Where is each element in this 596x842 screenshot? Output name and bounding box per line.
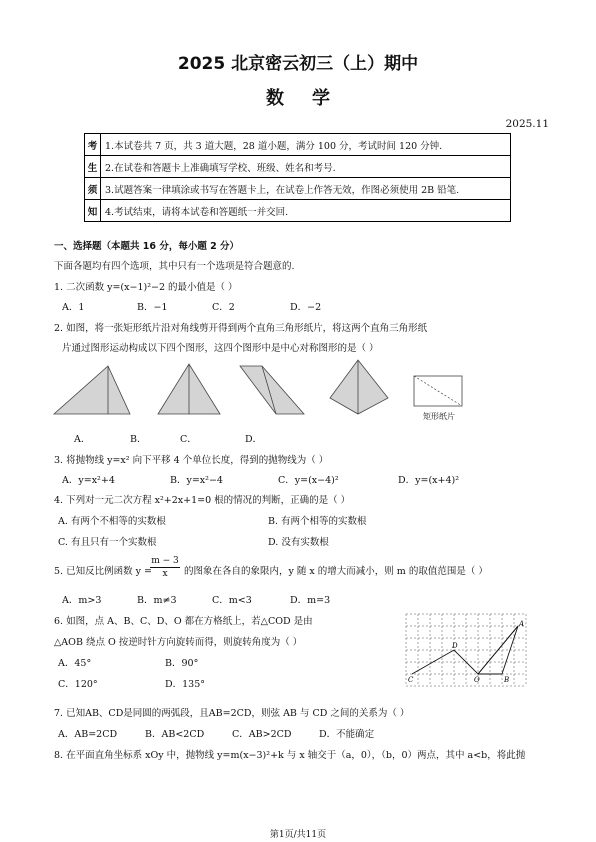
- question-6-line2: △AOB 绕点 O 按逆时针方向旋转而得，则旋转角度为（ ）: [54, 637, 303, 648]
- q5-option-a: A．m>3: [62, 595, 102, 606]
- notice-row: [85, 178, 511, 200]
- q1-option-d: D．−2: [290, 302, 322, 313]
- subject-title: 数学: [266, 88, 358, 109]
- fraction-numerator: m − 3: [151, 556, 179, 566]
- page-title: 2025 北京密云初三（上）期中: [177, 54, 419, 74]
- question-8-stem: 8. 在平面直角坐标系 xOy 中，抛物线 y=m(x−3)²+k 与 x 轴交于（a，0），（b，0）两点，其中 a<b，将此抛: [54, 750, 526, 761]
- figure-a: [54, 366, 130, 414]
- q7-option-c: C．AB>2CD: [232, 729, 292, 740]
- notice-row: [85, 134, 511, 156]
- rectangle-paper-figure: [414, 376, 462, 406]
- question-4-stem: 4. 下列对一元二次方程 x²+2x+1=0 根的情况的判断，正确的是（ ）: [54, 495, 351, 506]
- q2-option-d: D．: [245, 434, 263, 445]
- q1-option-a: A．1: [62, 302, 85, 313]
- q1-option-b: B．−1: [137, 302, 168, 313]
- q6-grid-figure: [404, 612, 530, 688]
- q6-option-a: A．45°: [58, 658, 92, 669]
- q3-option-b: B．y=x²−4: [170, 475, 223, 486]
- rectangle-caption: 矩形纸片: [423, 412, 455, 421]
- notice-key: 考: [85, 134, 101, 156]
- label-b: B: [504, 676, 510, 684]
- figure-b: [158, 364, 220, 414]
- q6-option-c: C．120°: [58, 679, 98, 690]
- q3-option-a: A．y=x²+4: [62, 475, 115, 486]
- q5-option-d: D．m=3: [290, 595, 331, 606]
- label-d: D: [452, 642, 458, 650]
- question-3-stem: 3. 将抛物线 y=x² 向下平移 4 个单位长度，得到的抛物线为（ ）: [54, 455, 329, 466]
- q7-option-d: D．不能确定: [319, 729, 375, 740]
- section-intro: 下面各题均有四个选项，其中只有一个选项是符合题意的.: [54, 261, 295, 272]
- notice-key: 知: [85, 200, 101, 222]
- figure-d: [330, 360, 388, 414]
- exam-date: 2025.11: [505, 118, 549, 130]
- label-o: O: [474, 676, 480, 684]
- label-a: A: [519, 620, 525, 628]
- q4-option-c: C. 有且只有一个实数根: [58, 537, 157, 548]
- q2-option-a: A．: [74, 434, 91, 445]
- q2-option-c: C．: [180, 434, 197, 445]
- question-7-stem: 7. 已知AB、CD是同圆的两弧段，且AB=2CD，则弦 AB 与 CD 之间的关系为（ ）: [54, 708, 410, 719]
- q3-option-d: D．y=(x+4)²: [398, 475, 460, 486]
- question-2-line2: 片通过图形运动构成以下四个图形，这四个图形中是中心对称图形的是（ ）: [62, 343, 379, 354]
- q5-option-c: C．m<3: [212, 595, 252, 606]
- notice-key: 须: [85, 178, 101, 200]
- fraction: [150, 555, 180, 580]
- q2-figures: [50, 358, 480, 424]
- q2-option-b: B．: [130, 434, 147, 445]
- q1-option-c: C．2: [212, 302, 235, 313]
- q5-option-b: B．m≠3: [137, 595, 177, 606]
- q6-option-b: B．90°: [165, 658, 199, 669]
- question-1-stem: 1. 二次函数 y=(x−1)²−2 的最小值是（ ）: [54, 282, 238, 293]
- fraction-denominator: x: [162, 569, 168, 579]
- q4-option-b: B. 有两个相等的实数根: [268, 516, 367, 527]
- notice-table: [84, 133, 511, 222]
- question-5-stem-post: 的图象在各自的象限内，y 随 x 的增大而减小，则 m 的取值范围是（ ）: [184, 566, 488, 577]
- figure-c: [240, 366, 304, 414]
- label-c: C: [408, 676, 414, 684]
- question-2-line1: 2. 如图，将一张矩形纸片沿对角线剪开得到两个直角三角形纸片，将这两个直角三角形纸: [54, 323, 428, 334]
- notice-text: 3.试题答案一律填涂或书写在答题卡上，在试卷上作答无效，作图必须使用 2B 铅笔.: [101, 178, 511, 200]
- q4-option-a: A. 有两个不相等的实数根: [58, 516, 166, 527]
- notice-row: [85, 156, 511, 178]
- notice-key: 生: [85, 156, 101, 178]
- notice-text: 1.本试卷共 7 页，共 3 道大题，28 道小题，满分 100 分，考试时间 120 分钟.: [101, 134, 511, 156]
- q3-option-c: C．y=(x−4)²: [278, 475, 339, 486]
- notice-row: [85, 200, 511, 222]
- notice-text: 2.在试卷和答题卡上准确填写学校、班级、姓名和考号.: [101, 156, 511, 178]
- notice-text: 4.考试结束，请将本试卷和答题纸一并交回.: [101, 200, 511, 222]
- question-5-stem-pre: 5. 已知反比例函数 y =: [54, 566, 152, 577]
- q7-option-a: A．AB=2CD: [58, 729, 118, 740]
- section-heading: 一、选择题（本题共 16 分，每小题 2 分）: [54, 241, 240, 252]
- q7-option-b: B．AB<2CD: [145, 729, 205, 740]
- question-6-line1: 6. 如图，点 A、B、C、D、O 都在方格纸上，若△COD 是由: [54, 616, 313, 627]
- q4-option-d: D. 没有实数根: [268, 537, 329, 548]
- q6-option-d: D．135°: [165, 679, 205, 690]
- page-footer: 第1页/共11页: [269, 830, 327, 840]
